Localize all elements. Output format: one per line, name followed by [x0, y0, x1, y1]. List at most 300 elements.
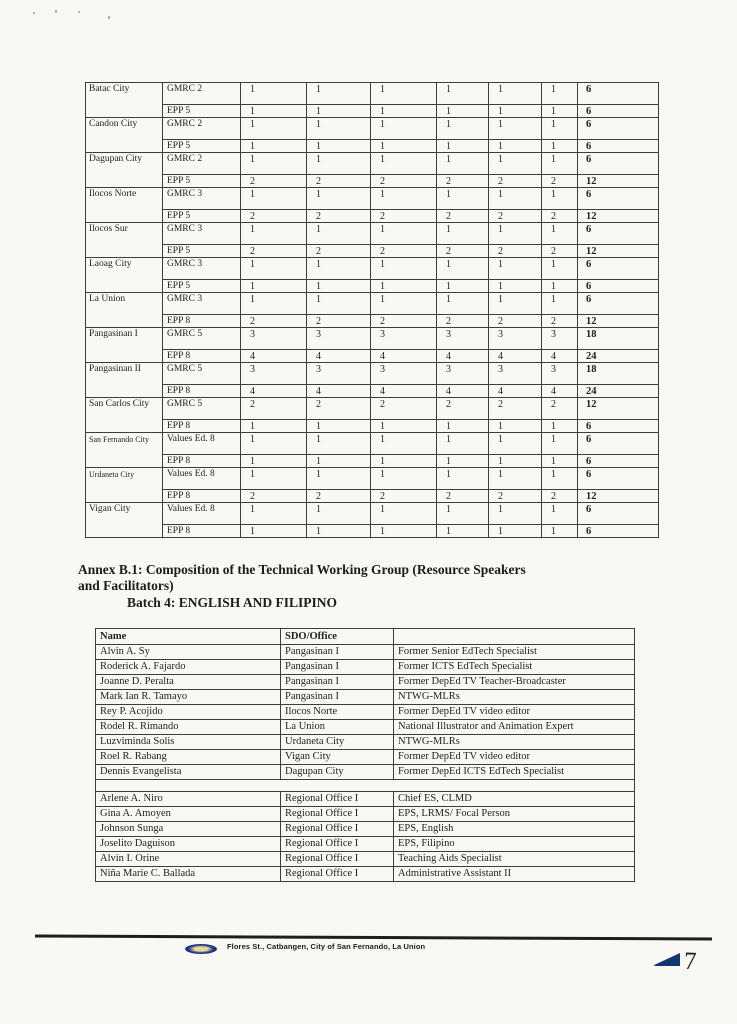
value-cell: 1: [489, 258, 542, 280]
value-cell: 2: [489, 490, 542, 503]
footer-address: Flores St., Catbangen, City of San Fernando, La Union: [227, 942, 426, 951]
total-cell: 12: [578, 315, 659, 328]
total-cell: 12: [578, 245, 659, 258]
value-cell: 4: [371, 350, 437, 363]
total-cell: 6: [578, 140, 659, 153]
city-cell: Candon City: [86, 118, 163, 153]
value-cell: 1: [307, 420, 371, 433]
value-cell: 1: [542, 455, 578, 468]
office-cell: Regional Office I: [281, 837, 394, 852]
value-cell: 2: [489, 210, 542, 223]
total-cell: 6: [578, 503, 659, 525]
subject-cell: EPP 8: [163, 420, 241, 433]
value-cell: 1: [307, 105, 371, 118]
city-cell: Pangasinan I: [86, 328, 163, 363]
value-cell: 2: [307, 210, 371, 223]
value-cell: 2: [489, 245, 542, 258]
value-cell: 2: [489, 398, 542, 420]
value-cell: 4: [542, 350, 578, 363]
role-cell: Teaching Aids Specialist: [394, 852, 635, 867]
office-cell: La Union: [281, 720, 394, 735]
total-cell: 18: [578, 328, 659, 350]
name-cell: Dennis Evangelista: [96, 765, 281, 780]
office-column-header: SDO/Office: [281, 629, 394, 645]
total-cell: 6: [578, 468, 659, 490]
annex-heading-line2: and Facilitators): [78, 578, 174, 593]
subject-cell: GMRC 3: [163, 293, 241, 315]
subject-cell: Values Ed. 8: [163, 433, 241, 455]
schedule-table: [85, 82, 659, 538]
value-cell: 1: [437, 140, 489, 153]
value-cell: 3: [241, 328, 307, 350]
subject-cell: EPP 8: [163, 455, 241, 468]
value-cell: 3: [371, 328, 437, 350]
subject-cell: GMRC 3: [163, 188, 241, 210]
value-cell: 1: [489, 118, 542, 140]
schedule-row: [86, 153, 659, 175]
annex-heading: [78, 562, 678, 611]
roster-row: [96, 750, 635, 765]
schedule-row: [86, 210, 659, 223]
value-cell: 1: [489, 83, 542, 105]
role-cell: Chief ES, CLMD: [394, 792, 635, 807]
value-cell: 1: [542, 293, 578, 315]
annex-heading-line1: Annex B.1: Composition of the Technical Working Group (Resource Speakers: [78, 562, 526, 577]
role-cell: National Illustrator and Animation Expert: [394, 720, 635, 735]
value-cell: 4: [241, 385, 307, 398]
value-cell: 2: [241, 490, 307, 503]
value-cell: 1: [371, 420, 437, 433]
value-cell: 3: [371, 363, 437, 385]
value-cell: 1: [307, 525, 371, 538]
subject-cell: GMRC 5: [163, 328, 241, 350]
value-cell: 3: [489, 328, 542, 350]
value-cell: 1: [437, 258, 489, 280]
value-cell: 2: [542, 490, 578, 503]
roster-row: [96, 645, 635, 660]
role-cell: NTWG-MLRs: [394, 690, 635, 705]
schedule-row: [86, 175, 659, 188]
roster-row: [96, 705, 635, 720]
value-cell: 1: [542, 153, 578, 175]
value-cell: 1: [542, 280, 578, 293]
value-cell: 1: [371, 105, 437, 118]
scan-speckle: [108, 16, 110, 19]
city-cell: Pangasinan II: [86, 363, 163, 398]
value-cell: 1: [371, 223, 437, 245]
schedule-row: [86, 525, 659, 538]
role-cell: NTWG-MLRs: [394, 735, 635, 750]
role-cell: Administrative Assistant II: [394, 867, 635, 882]
value-cell: 1: [489, 433, 542, 455]
role-cell: Former DepEd TV video editor: [394, 705, 635, 720]
office-cell: Pangasinan I: [281, 660, 394, 675]
subject-cell: Values Ed. 8: [163, 503, 241, 525]
value-cell: 3: [307, 363, 371, 385]
total-cell: 6: [578, 153, 659, 175]
value-cell: 2: [437, 398, 489, 420]
role-cell: EPS, Filipino: [394, 837, 635, 852]
city-cell: La Union: [86, 293, 163, 328]
value-cell: 3: [489, 363, 542, 385]
subject-cell: EPP 8: [163, 350, 241, 363]
value-cell: 1: [307, 468, 371, 490]
value-cell: 2: [371, 398, 437, 420]
schedule-row: [86, 363, 659, 385]
value-cell: 3: [241, 363, 307, 385]
roster-row: [96, 720, 635, 735]
schedule-row: [86, 398, 659, 420]
value-cell: 1: [489, 153, 542, 175]
value-cell: 1: [489, 188, 542, 210]
page-number: 7: [683, 947, 697, 976]
value-cell: 1: [489, 105, 542, 118]
roster-row: [96, 675, 635, 690]
value-cell: 1: [437, 433, 489, 455]
city-cell: Batac City: [86, 83, 163, 118]
schedule-row: [86, 280, 659, 293]
roster-row: [96, 867, 635, 882]
value-cell: 1: [542, 188, 578, 210]
value-cell: 2: [489, 315, 542, 328]
total-cell: 6: [578, 105, 659, 118]
value-cell: 4: [489, 385, 542, 398]
subject-cell: GMRC 2: [163, 153, 241, 175]
scan-speckle: [33, 12, 35, 14]
schedule-row: [86, 503, 659, 525]
value-cell: 1: [437, 105, 489, 118]
city-cell: Ilocos Sur: [86, 223, 163, 258]
name-cell: Arlene A. Niro: [96, 792, 281, 807]
value-cell: 1: [241, 433, 307, 455]
office-cell: Urdaneta City: [281, 735, 394, 750]
total-cell: 6: [578, 118, 659, 140]
value-cell: 1: [371, 433, 437, 455]
total-cell: 6: [578, 258, 659, 280]
office-cell: Pangasinan I: [281, 675, 394, 690]
role-cell: EPS, English: [394, 822, 635, 837]
value-cell: 1: [307, 433, 371, 455]
value-cell: 1: [437, 83, 489, 105]
value-cell: 1: [437, 293, 489, 315]
name-cell: Gina A. Amoyen: [96, 807, 281, 822]
value-cell: 3: [542, 363, 578, 385]
subject-cell: EPP 5: [163, 245, 241, 258]
role-cell: Former ICTS EdTech Specialist: [394, 660, 635, 675]
deped-seal-logo: [185, 944, 217, 954]
total-cell: 6: [578, 223, 659, 245]
subject-cell: EPP 5: [163, 175, 241, 188]
value-cell: 1: [489, 420, 542, 433]
value-cell: 4: [241, 350, 307, 363]
value-cell: 1: [371, 118, 437, 140]
schedule-row: [86, 83, 659, 105]
city-cell: Ilocos Norte: [86, 188, 163, 223]
value-cell: 2: [542, 398, 578, 420]
value-cell: 2: [241, 315, 307, 328]
total-cell: 6: [578, 433, 659, 455]
value-cell: 1: [307, 140, 371, 153]
value-cell: 1: [371, 83, 437, 105]
value-cell: 2: [241, 210, 307, 223]
roster-row: [96, 822, 635, 837]
value-cell: 2: [371, 315, 437, 328]
value-cell: 2: [542, 245, 578, 258]
role-column-header: [394, 629, 635, 645]
value-cell: 1: [542, 258, 578, 280]
roster-row: [96, 660, 635, 675]
subject-cell: EPP 8: [163, 525, 241, 538]
value-cell: 2: [307, 315, 371, 328]
value-cell: 1: [437, 280, 489, 293]
office-cell: Regional Office I: [281, 822, 394, 837]
total-cell: 12: [578, 490, 659, 503]
value-cell: 1: [307, 188, 371, 210]
value-cell: 1: [371, 188, 437, 210]
value-cell: 1: [437, 468, 489, 490]
value-cell: 1: [241, 525, 307, 538]
roster-row: [96, 807, 635, 822]
value-cell: 1: [489, 455, 542, 468]
value-cell: 1: [542, 525, 578, 538]
name-column-header: Name: [96, 629, 281, 645]
value-cell: 4: [437, 385, 489, 398]
value-cell: 1: [489, 223, 542, 245]
subject-cell: GMRC 5: [163, 363, 241, 385]
value-cell: 1: [371, 293, 437, 315]
value-cell: 1: [437, 455, 489, 468]
schedule-row: [86, 350, 659, 363]
schedule-row: [86, 433, 659, 455]
value-cell: 1: [307, 293, 371, 315]
subject-cell: EPP 5: [163, 105, 241, 118]
office-cell: Pangasinan I: [281, 690, 394, 705]
value-cell: 1: [542, 105, 578, 118]
value-cell: 2: [437, 245, 489, 258]
schedule-row: [86, 385, 659, 398]
value-cell: 2: [241, 398, 307, 420]
office-cell: Pangasinan I: [281, 645, 394, 660]
value-cell: 1: [241, 280, 307, 293]
schedule-row: [86, 328, 659, 350]
value-cell: 2: [437, 315, 489, 328]
subject-cell: EPP 5: [163, 280, 241, 293]
value-cell: 1: [241, 420, 307, 433]
value-cell: 1: [241, 140, 307, 153]
total-cell: 6: [578, 280, 659, 293]
role-cell: Former DepEd TV video editor: [394, 750, 635, 765]
value-cell: 1: [371, 503, 437, 525]
schedule-row: [86, 315, 659, 328]
batch-subheading: Batch 4: ENGLISH AND FILIPINO: [127, 595, 338, 610]
value-cell: 2: [307, 245, 371, 258]
value-cell: 1: [437, 118, 489, 140]
value-cell: 1: [307, 503, 371, 525]
subject-cell: EPP 5: [163, 210, 241, 223]
value-cell: 1: [371, 468, 437, 490]
total-cell: 6: [578, 188, 659, 210]
office-cell: Regional Office I: [281, 867, 394, 882]
value-cell: 1: [437, 525, 489, 538]
value-cell: 1: [241, 153, 307, 175]
total-cell: 18: [578, 363, 659, 385]
roster-gap-row: [96, 780, 635, 792]
value-cell: 4: [371, 385, 437, 398]
value-cell: 1: [241, 105, 307, 118]
corner-flag-icon: [652, 953, 680, 966]
value-cell: 4: [307, 350, 371, 363]
name-cell: Alvin A. Sy: [96, 645, 281, 660]
value-cell: 2: [437, 210, 489, 223]
value-cell: 1: [437, 153, 489, 175]
value-cell: 3: [437, 363, 489, 385]
value-cell: 4: [489, 350, 542, 363]
total-cell: 6: [578, 420, 659, 433]
roster-row: [96, 690, 635, 705]
value-cell: 4: [307, 385, 371, 398]
roster-row: [96, 792, 635, 807]
value-cell: 2: [241, 245, 307, 258]
subject-cell: Values Ed. 8: [163, 468, 241, 490]
schedule-row: [86, 258, 659, 280]
value-cell: 1: [371, 525, 437, 538]
footer-rule: [35, 935, 712, 941]
value-cell: 2: [307, 398, 371, 420]
value-cell: 1: [241, 258, 307, 280]
value-cell: 1: [307, 153, 371, 175]
value-cell: 1: [371, 455, 437, 468]
schedule-row: [86, 293, 659, 315]
subject-cell: EPP 8: [163, 490, 241, 503]
name-cell: Niña Marie C. Ballada: [96, 867, 281, 882]
city-cell: Dagupan City: [86, 153, 163, 188]
subject-cell: EPP 5: [163, 140, 241, 153]
value-cell: 1: [542, 118, 578, 140]
value-cell: 1: [241, 293, 307, 315]
value-cell: 2: [542, 315, 578, 328]
value-cell: 1: [241, 83, 307, 105]
value-cell: 1: [371, 280, 437, 293]
value-cell: 1: [307, 223, 371, 245]
schedule-row: [86, 468, 659, 490]
schedule-row: [86, 105, 659, 118]
name-cell: Johnson Sunga: [96, 822, 281, 837]
scan-speckle: [55, 10, 57, 13]
schedule-row: [86, 490, 659, 503]
office-cell: Vigan City: [281, 750, 394, 765]
gap-cell: [96, 780, 635, 792]
city-cell: Laoag City: [86, 258, 163, 293]
role-cell: Former Senior EdTech Specialist: [394, 645, 635, 660]
value-cell: 3: [437, 328, 489, 350]
value-cell: 2: [437, 490, 489, 503]
schedule-row: [86, 188, 659, 210]
value-cell: 2: [542, 175, 578, 188]
value-cell: 1: [489, 468, 542, 490]
scan-speckle: [78, 11, 80, 13]
schedule-row: [86, 245, 659, 258]
name-cell: Rodel R. Rimando: [96, 720, 281, 735]
schedule-row: [86, 223, 659, 245]
value-cell: 1: [489, 140, 542, 153]
value-cell: 3: [307, 328, 371, 350]
value-cell: 1: [437, 188, 489, 210]
roster-row: [96, 837, 635, 852]
name-cell: Joanne D. Peralta: [96, 675, 281, 690]
total-cell: 6: [578, 455, 659, 468]
value-cell: 2: [307, 175, 371, 188]
value-cell: 1: [542, 83, 578, 105]
value-cell: 1: [307, 258, 371, 280]
role-cell: EPS, LRMS/ Focal Person: [394, 807, 635, 822]
value-cell: 1: [437, 420, 489, 433]
schedule-row: [86, 420, 659, 433]
office-cell: Dagupan City: [281, 765, 394, 780]
value-cell: 1: [241, 503, 307, 525]
value-cell: 1: [307, 455, 371, 468]
office-cell: Ilocos Norte: [281, 705, 394, 720]
office-cell: Regional Office I: [281, 852, 394, 867]
roster-row: [96, 765, 635, 780]
value-cell: 2: [241, 175, 307, 188]
total-cell: 12: [578, 175, 659, 188]
value-cell: 1: [307, 83, 371, 105]
name-cell: Mark Ian R. Tamayo: [96, 690, 281, 705]
value-cell: 1: [542, 420, 578, 433]
name-cell: Alvin I. Orine: [96, 852, 281, 867]
value-cell: 2: [542, 210, 578, 223]
value-cell: 1: [241, 188, 307, 210]
value-cell: 2: [371, 245, 437, 258]
value-cell: 2: [489, 175, 542, 188]
value-cell: 1: [489, 280, 542, 293]
role-cell: Former DepEd ICTS EdTech Specialist: [394, 765, 635, 780]
roster-row: [96, 852, 635, 867]
value-cell: 1: [489, 293, 542, 315]
subject-cell: GMRC 2: [163, 118, 241, 140]
value-cell: 1: [371, 258, 437, 280]
value-cell: 1: [371, 140, 437, 153]
total-cell: 24: [578, 350, 659, 363]
name-cell: Rey P. Acojido: [96, 705, 281, 720]
value-cell: 1: [542, 503, 578, 525]
schedule-row: [86, 118, 659, 140]
value-cell: 1: [241, 223, 307, 245]
value-cell: 1: [307, 118, 371, 140]
value-cell: 1: [241, 118, 307, 140]
subject-cell: EPP 8: [163, 385, 241, 398]
subject-cell: GMRC 3: [163, 258, 241, 280]
value-cell: 1: [437, 223, 489, 245]
value-cell: 4: [542, 385, 578, 398]
value-cell: 1: [542, 223, 578, 245]
value-cell: 1: [542, 468, 578, 490]
city-cell: Vigan City: [86, 503, 163, 538]
value-cell: 2: [371, 210, 437, 223]
roster-table: [95, 628, 635, 882]
value-cell: 1: [542, 433, 578, 455]
total-cell: 6: [578, 83, 659, 105]
role-cell: Former DepEd TV Teacher-Broadcaster: [394, 675, 635, 690]
schedule-row: [86, 140, 659, 153]
total-cell: 6: [578, 293, 659, 315]
city-cell: Urdaneta City: [86, 468, 163, 503]
value-cell: 1: [542, 140, 578, 153]
value-cell: 3: [542, 328, 578, 350]
value-cell: 2: [371, 490, 437, 503]
office-cell: Regional Office I: [281, 807, 394, 822]
city-cell: San Carlos City: [86, 398, 163, 433]
